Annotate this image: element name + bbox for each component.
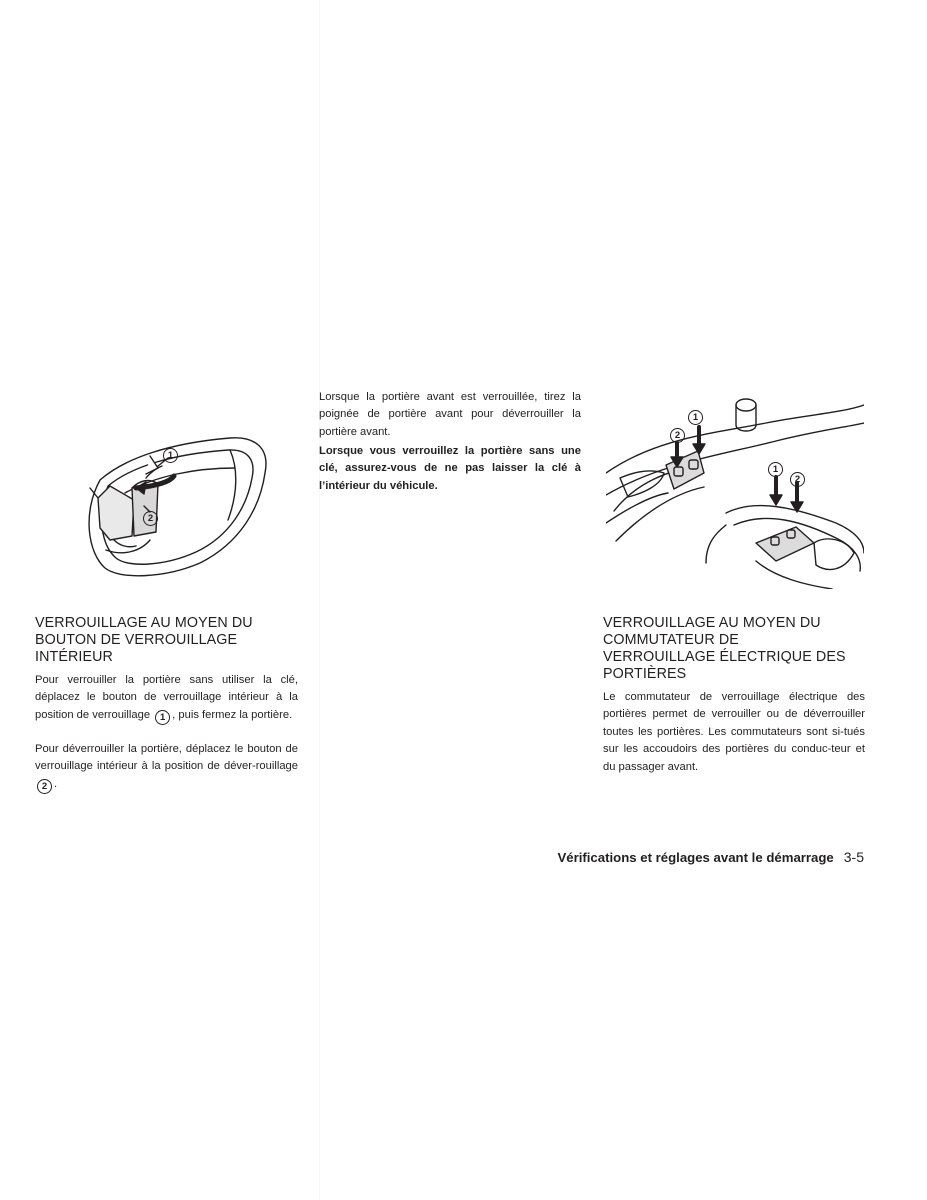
marker-1: 1: [155, 710, 170, 725]
right-figure-marker-2b: 2: [788, 467, 807, 487]
left-paragraph-lock: Pour verrouiller la portière sans utiliser la clé, déplacez le bouton de verrouillage intérieur à la position de verrouillage 1 , puis fermez la portière.: [35, 674, 298, 723]
right-figure-marker-1a: 1: [686, 405, 705, 425]
left-paragraph-unlock: Pour déverrouiller la portière, déplacez le bouton de verrouillage intérieur à la position de déver-rouillage 2 .: [35, 743, 298, 792]
right-figure-marker-2a: 2: [668, 423, 687, 443]
left-section-heading: VERROUILLAGE AU MOYEN DU BOUTON DE VERROUILLAGE INTÉRIEUR: [35, 615, 253, 665]
marker-2: 2: [37, 779, 52, 794]
footer-section-title: Vérifications et réglages avant le démarrage: [557, 850, 834, 865]
page-footer: [557, 848, 864, 867]
middle-warning-paragraph: Lorsque vous verrouillez la portière sans une clé, assurez-vous de ne pas laisser la clé à l’intérieur du véhicule.: [319, 445, 581, 492]
middle-paragraph: Lorsque la portière avant est verrouillée, tirez la poignée de portière avant pour déverrouiller la portière avant.: [319, 391, 581, 438]
right-section-heading: VERROUILLAGE AU MOYEN DU COMMUTATEUR DE VERROUILLAGE ÉLECTRIQUE DES PORTIÈRES: [603, 615, 846, 682]
page-number: 3-5: [843, 849, 864, 865]
column-divider: [319, 0, 320, 1200]
right-paragraph: Le commutateur de verrouillage électrique des portières permet de verrouiller ou de déverrouiller toutes les portières. Les commutateurs sont si-tués sur les accoudoirs des portières du conduc-teur et du passager avant.: [603, 691, 865, 773]
right-figure-marker-1b: 1: [766, 457, 785, 477]
left-figure-marker-2: 2: [141, 506, 160, 526]
left-figure-marker-1: 1: [161, 443, 180, 463]
power-lock-switch-illustration: [606, 393, 864, 589]
